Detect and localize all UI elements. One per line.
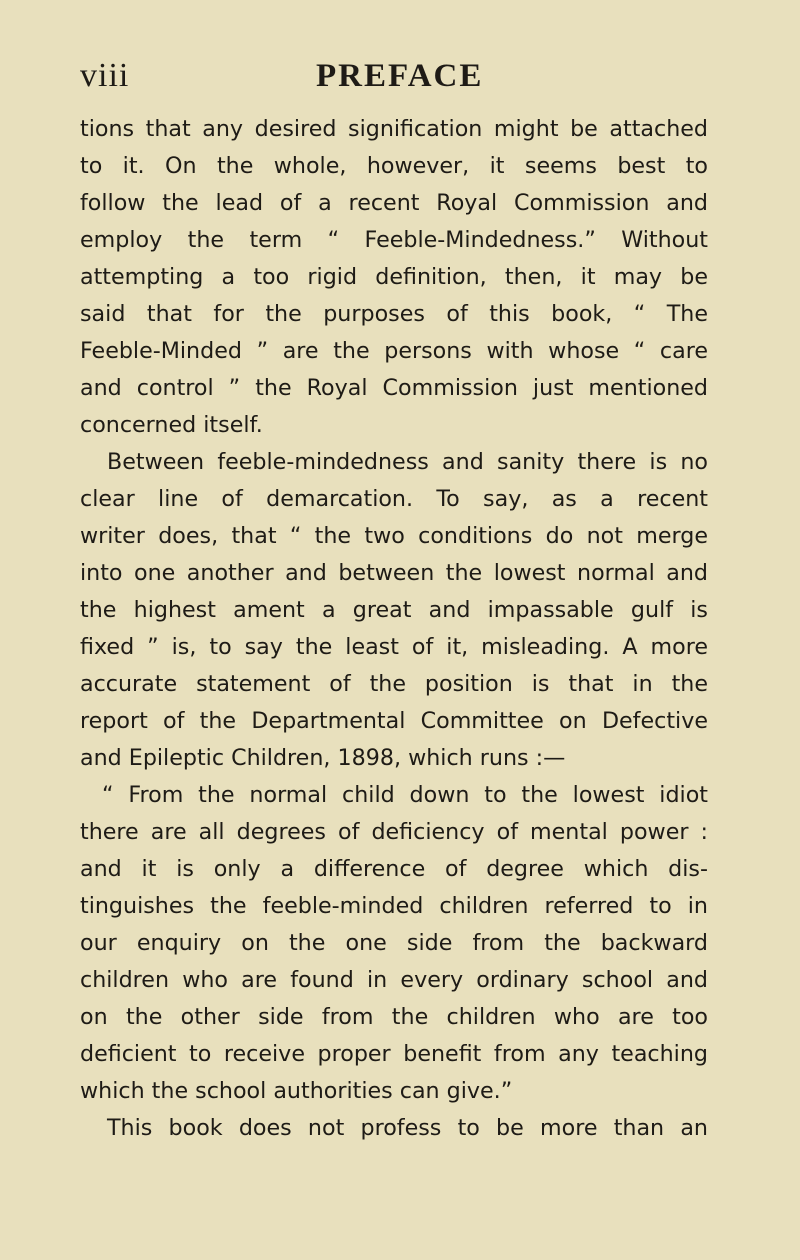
text-line: This book does not profess to be more than an xyxy=(107,1115,708,1141)
text-line: accurate statement of the position is that in the xyxy=(80,671,708,697)
text-line: fixed ” is, to say the least of it, misleading. A more xyxy=(80,634,708,660)
text-line: on the other side from the children who are too xyxy=(80,1004,708,1030)
text-line: follow the lead of a recent Royal Commission and xyxy=(80,190,708,216)
text-line: our enquiry on the one side from the backward xyxy=(80,930,708,956)
text-line: tinguishes the feeble-minded children referred to in xyxy=(80,893,708,919)
page-number: viii xyxy=(80,57,130,94)
text-line: writer does, that “ the two conditions do not merge xyxy=(80,523,708,549)
text-line: Between feeble-mindedness and sanity there is no xyxy=(107,449,708,475)
text-line: Feeble-Minded ” are the persons with whose “ care xyxy=(80,338,708,364)
text-line: tions that any desired signification might be attached xyxy=(80,116,708,142)
text-line: children who are found in every ordinary school and xyxy=(80,967,708,993)
text-line: report of the Departmental Committee on Defective xyxy=(80,708,708,734)
text-line: clear line of demarcation. To say, as a recent xyxy=(80,486,708,512)
text-line: there are all degrees of deficiency of mental power : xyxy=(80,819,708,845)
text-line: which the school authorities can give.” xyxy=(80,1078,513,1104)
running-head: PREFACE xyxy=(316,58,484,94)
text-line: deficient to receive proper benefit from any teaching xyxy=(80,1041,708,1067)
page-header xyxy=(80,56,720,106)
text-line: concerned itself. xyxy=(80,412,263,438)
text-line: employ the term “ Feeble-Mindedness.” Without xyxy=(80,227,708,253)
text-line: the highest ament a great and impassable gulf is xyxy=(80,597,708,623)
text-line: and Epileptic Children, 1898, which runs :— xyxy=(80,745,566,771)
text-line: to it. On the whole, however, it seems best to xyxy=(80,153,708,179)
body-text xyxy=(80,111,708,1147)
text-line: and it is only a difference of degree which dis- xyxy=(80,856,708,882)
text-line: into one another and between the lowest normal and xyxy=(80,560,708,586)
text-line: “ From the normal child down to the lowest idiot xyxy=(102,782,708,808)
text-line: and control ” the Royal Commission just mentioned xyxy=(80,375,708,401)
text-line: said that for the purposes of this book, “ The xyxy=(80,301,708,327)
text-line: attempting a too rigid definition, then, it may be xyxy=(80,264,708,290)
